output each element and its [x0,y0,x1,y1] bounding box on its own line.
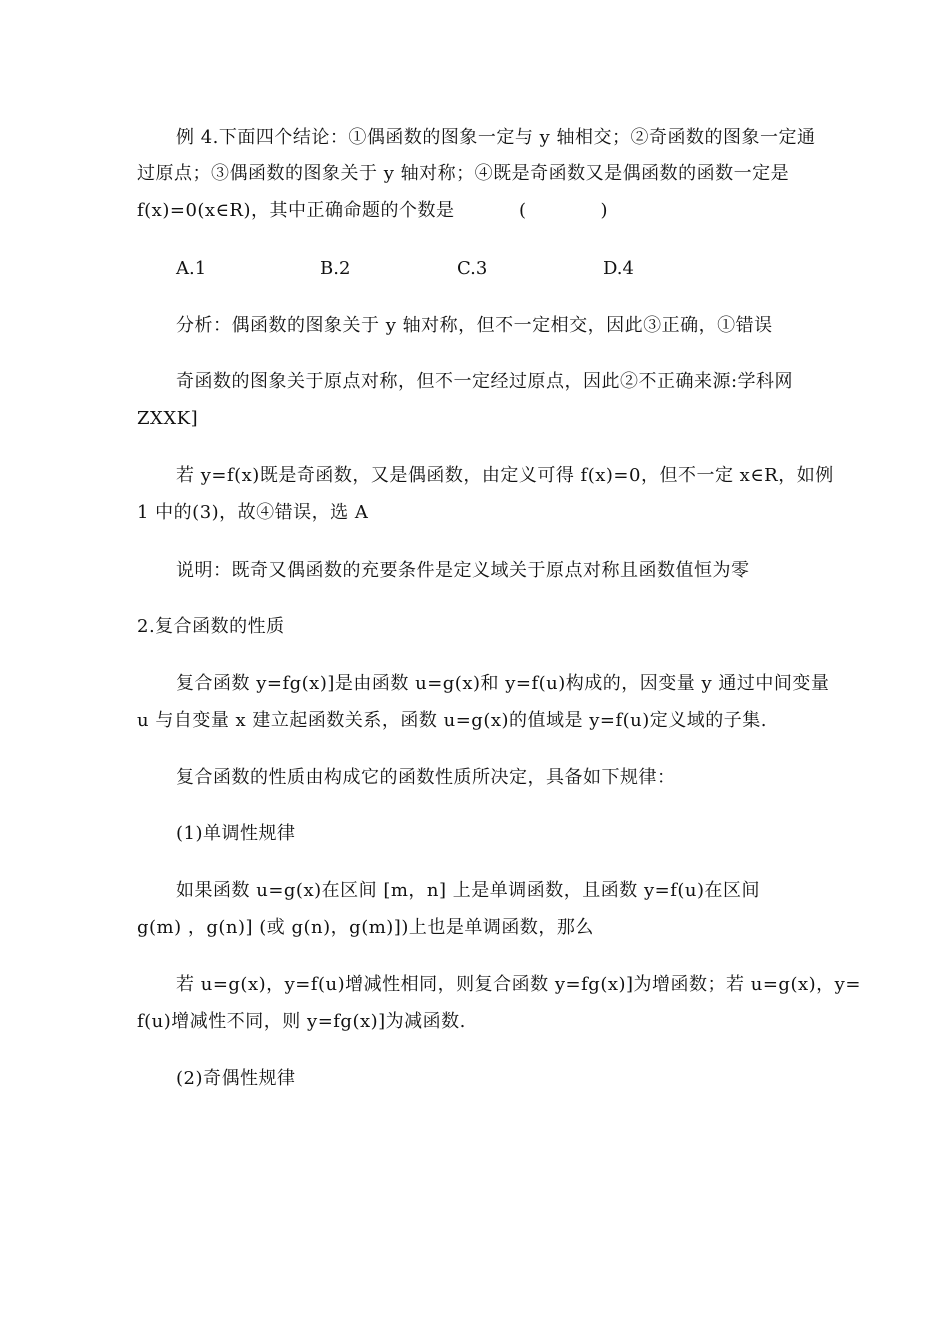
example4-line3: f(x)=0(x∈R)，其中正确命题的个数是 [137,200,455,221]
section2-p2: 复合函数的性质由构成它的函数性质所决定，具备如下规律： [176,767,676,788]
analysis-line1: 分析：偶函数的图象关于 y 轴对称，但不一定相交，因此③正确，①错误 [176,315,773,336]
option-b: B.2 [320,258,351,279]
section2-heading: 2.复合函数的性质 [137,616,285,637]
rule1-line1: 如果函数 u=g(x)在区间 [m，n] 上是单调函数，且函数 y=f(u)在区间 [176,880,761,901]
option-d: D.4 [603,258,634,279]
section2-p1-line1: 复合函数 y=fg(x)]是由函数 u=g(x)和 y=f(u)构成的，因变量 y 通过中间变量 [176,673,830,694]
rule1-title: (1)单调性规律 [176,823,296,844]
example4-line1: 例 4.下面四个结论：①偶函数的图象一定与 y 轴相交；②奇函数的图象一定通 [176,127,816,148]
option-a: A.1 [176,258,207,279]
rule1-line4: f(u)增减性不同，则 y=fg(x)]为减函数. [137,1011,466,1032]
section2-p1-line2: u 与自变量 x 建立起函数关系，函数 u=g(x)的值域是 y=f(u)定义域的子集. [137,710,768,731]
option-c: C.3 [457,258,488,279]
note-paragraph: 说明：既奇又偶函数的充要条件是定义域关于原点对称且函数值恒为零 [176,560,750,581]
rule1-line3: 若 u=g(x)，y=f(u)增减性相同，则复合函数 y=fg(x)]为增函数；若 u=g(x)，y= [176,974,861,995]
rule2-title: (2)奇偶性规律 [176,1068,296,1089]
analysis-line3: ZXXK] [137,408,199,429]
analysis-line2: 奇函数的图象关于原点对称，但不一定经过原点，因此②不正确来源:学科网 [176,371,794,392]
analysis-line5: 1 中的(3)，故④错误，选 A [137,502,369,523]
example4-line2: 过原点；③偶函数的图象关于 y 轴对称；④既是奇函数又是偶函数的函数一定是 [137,163,790,184]
answer-bracket: ( ) [519,200,609,221]
analysis-line4: 若 y=f(x)既是奇函数，又是偶函数，由定义可得 f(x)=0，但不一定 x∈R，如例 [176,465,834,486]
rule1-line2: g(m) ，g(n)] (或 g(n)，g(m)])上也是单调函数，那么 [137,917,594,938]
